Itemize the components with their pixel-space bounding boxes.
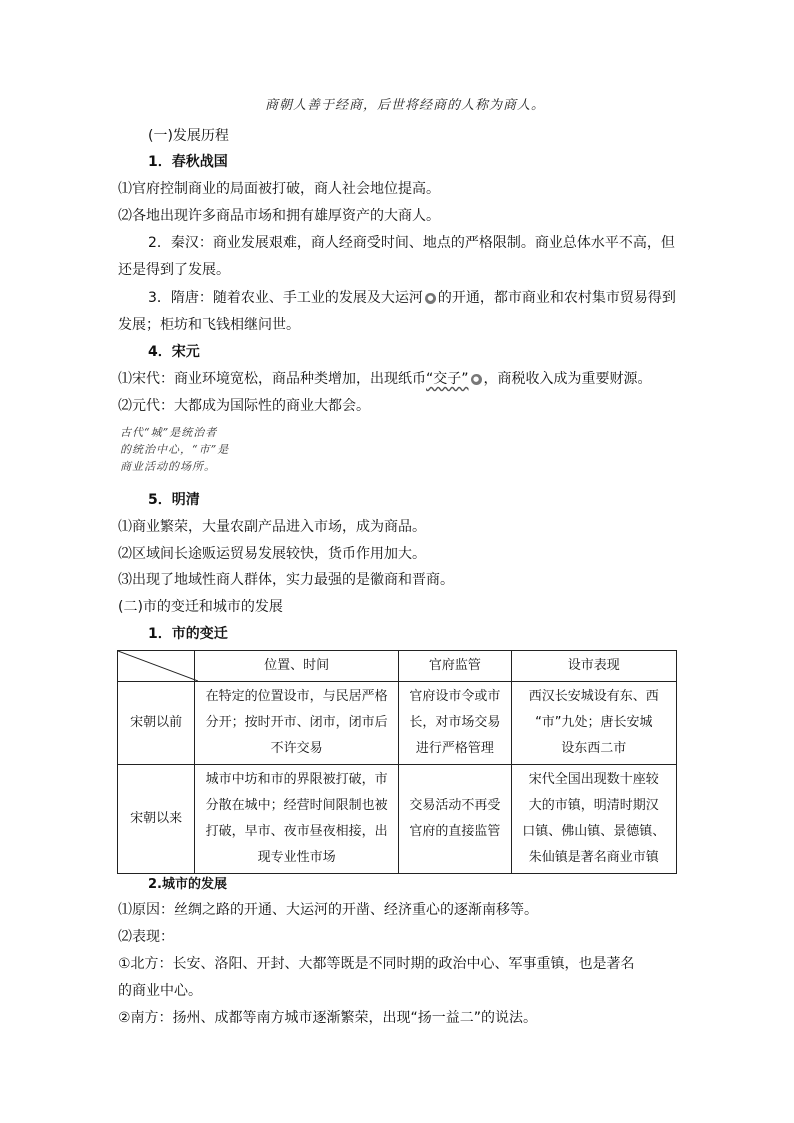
- market-change-table: [117, 650, 677, 874]
- handwritten-note-top: 商朝人善于经商，后世将经商的人称为商人。: [265, 98, 546, 113]
- diagonal-corner-cell: [118, 651, 195, 682]
- text-span: ，商税收入成为重要财源。: [483, 371, 652, 387]
- paragraph-line: 还是得到了发展。: [118, 262, 230, 278]
- heading-city-development: 2.城市的发展: [148, 877, 227, 892]
- text-span: ⑴宋代：商业环境宽松，商品种类增加，出现纸币: [118, 371, 426, 387]
- cell-line: 城市中坊和市的界限被打破，市: [205, 772, 388, 787]
- table-cell: [399, 765, 512, 874]
- paragraph-line: 的商业中心。: [118, 983, 202, 999]
- table-row: [118, 765, 677, 874]
- cell-line: 朱仙镇是著名商业市镇: [528, 850, 659, 865]
- heading-market-change: 1．市的变迁: [148, 626, 228, 642]
- cell-line: 大的市镇，明清时期汉: [528, 798, 659, 813]
- cell-line: 不许交易: [270, 741, 323, 756]
- cell-line: 进行严格管理: [415, 741, 494, 756]
- cell-line: 长，对市场交易: [409, 715, 501, 730]
- text-span: 3．隋唐：随着农业、手工业的发展及大运河: [148, 290, 423, 306]
- paragraph-line: ⑶出现了地域性商人群体，实力最强的是徽商和晋商。: [118, 572, 454, 588]
- handwritten-note-city: [120, 424, 229, 475]
- paragraph-line: [118, 365, 688, 393]
- table-cell: [195, 682, 399, 765]
- table-row: [118, 682, 677, 765]
- cell-line: 西汉长安城设有东、西: [528, 689, 659, 704]
- paragraph-line: ②南方：扬州、成都等南方城市逐渐繁荣，出现“扬一益二”的说法。: [118, 1010, 538, 1026]
- paragraph-line: ①北方：长安、洛阳、开封、大都等既是不同时期的政治中心、军事重镇，也是著名: [118, 956, 635, 972]
- diagonal-line: [118, 651, 198, 681]
- paragraph-line: 2．秦汉：商业发展艰难，商人经商受时间、地点的严格限制。商业总体水平不高，但: [148, 235, 675, 251]
- table-cell: [399, 682, 512, 765]
- jiaozi-term: “交子”: [426, 371, 469, 387]
- note-line: 古代“城”是统治者: [120, 426, 218, 439]
- table-cell: [511, 682, 676, 765]
- table-header-row: [118, 651, 677, 682]
- table-header: 位置、时间: [195, 651, 399, 682]
- annotation-marker-icon: ●: [471, 374, 482, 385]
- cell-line: 交易活动不再受: [409, 798, 501, 813]
- section-heading-2: (二)市的变迁和城市的发展: [118, 599, 283, 615]
- table-cell: [511, 765, 676, 874]
- cell-line: 宋代全国出现数十座较: [528, 772, 659, 787]
- paragraph-line: 发展；柜坊和飞钱相继问世。: [118, 317, 300, 333]
- cell-line: 口镇、佛山镇、景德镇、: [522, 824, 666, 839]
- cell-line: “市”九处；唐长安城: [535, 715, 653, 730]
- paragraph-line: ⑴原因：丝绸之路的开通、大运河的开凿、经济重心的逐渐南移等。: [118, 902, 538, 918]
- cell-line: 分散在城中；经营时间限制也被: [205, 798, 388, 813]
- paragraph-line: ⑵元代：大都成为国际性的商业大都会。: [118, 398, 370, 414]
- cell-line: 分开；按时开市、闭市，闭市后: [205, 715, 388, 730]
- table-header: 官府监管: [399, 651, 512, 682]
- cell-line: 官府的直接监管: [409, 824, 501, 839]
- heading-ming-qing: 5．明清: [148, 492, 200, 508]
- paragraph-line: ⑵各地出现许多商品市场和拥有雄厚资产的大商人。: [118, 208, 440, 224]
- heading-song-yuan: 4．宋元: [148, 344, 200, 360]
- paragraph-line: ⑴官府控制商业的局面被打破，商人社会地位提高。: [118, 181, 440, 197]
- table-header: 设市表现: [511, 651, 676, 682]
- cell-line: 官府设市令或市: [409, 689, 501, 704]
- cell-line: 现专业性市场: [257, 850, 336, 865]
- text-span: 的开通，都市商业和农村集市贸易得到: [437, 290, 676, 306]
- note-line: 商业活动的场所。: [120, 460, 216, 473]
- cell-line: 设东西二市: [561, 741, 627, 756]
- table-cell: [195, 765, 399, 874]
- note-line: 的统治中心，“市”是: [120, 443, 230, 456]
- paragraph-line: ⑵区域间长途贩运贸易发展较快，货币作用加大。: [118, 546, 426, 562]
- annotation-marker-icon: ●: [425, 293, 436, 304]
- row-label: 宋朝以来: [118, 765, 195, 874]
- section-heading-1: (一)发展历程: [148, 128, 229, 144]
- paragraph-line: ⑵表现：: [118, 929, 174, 945]
- paragraph-line: ⑴商业繁荣，大量农副产品进入市场，成为商品。: [118, 519, 426, 535]
- cell-line: 在特定的位置设市，与民居严格: [205, 689, 388, 704]
- row-label: 宋朝以前: [118, 682, 195, 765]
- heading-spring-autumn: 1．春秋战国: [148, 154, 228, 170]
- cell-line: 打破，早市、夜市昼夜相接，出: [205, 824, 388, 839]
- paragraph-line: [148, 284, 718, 312]
